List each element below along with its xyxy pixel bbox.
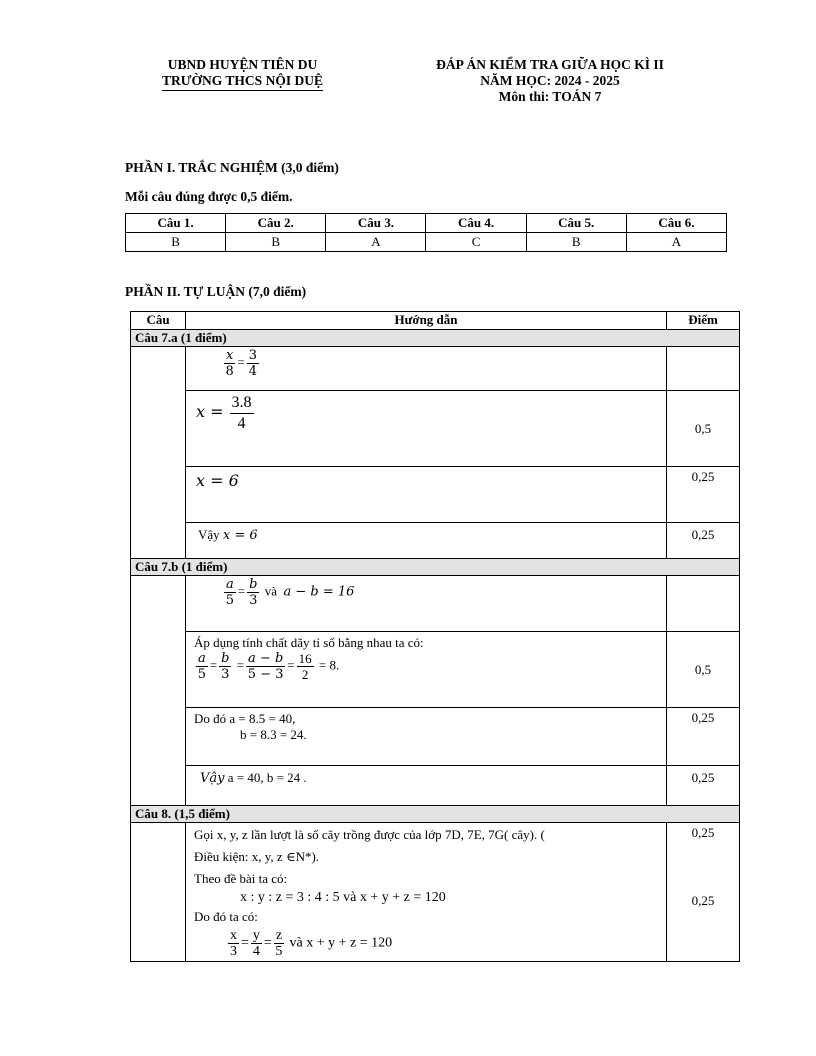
- question-header: Câu 5.: [526, 214, 626, 233]
- table-row: Gọi x, y, z lần lượt là số cây trồng được của lớp 7D, 7E, 7G( cây). ( Điều kiện: x, y, z ∈N*). Theo đề bài ta có: x : y : z = 3 : 4 : 5 và x + y + z = 120 Do đó ta có: $\frac{x}{3}$ = $\frac{y}{4}$ = $\frac{z}{5}$ và x + y + z = 120 0,25 0,25: [131, 823, 740, 962]
- part2-title: PHẦN II. TỰ LUẬN (7,0 điểm): [125, 284, 307, 299]
- header-left: [115, 57, 370, 91]
- exam-title: ĐÁP ÁN KIỂM TRA GIỮA HỌC KÌ II: [436, 57, 664, 72]
- col-cau: Câu: [131, 312, 186, 330]
- table-row: [131, 467, 740, 523]
- table-row: x = $\frac{3.8}{4}$ 0,5: [131, 391, 740, 467]
- group-title: Câu 8. (1,5 điểm): [131, 806, 740, 823]
- school-year: NĂM HỌC: 2024 - 2025: [480, 73, 620, 88]
- points: 0,25: [667, 467, 740, 523]
- group-row-7a: [131, 330, 740, 347]
- table-row: $\frac{x}{8}$ = $\frac{3}{4}$: [131, 347, 740, 391]
- subject: Môn thi: TOÁN 7: [498, 89, 602, 104]
- points: 0,5: [667, 391, 740, 467]
- step-text: Áp dụng tính chất dãy tỉ số bằng nhau ta có:: [194, 635, 424, 650]
- answer-cell: C: [426, 233, 526, 252]
- group-title: Câu 7.b (1 điểm): [131, 559, 740, 576]
- points: 0,25: [667, 766, 740, 806]
- answer-table-row: [126, 233, 727, 252]
- points: 0,5: [667, 632, 740, 708]
- group-row-8: [131, 806, 740, 823]
- table-row: Áp dụng tính chất dãy tỉ số bằng nhau ta có: $\frac{a}{5}$ = $\frac{b}{3}$ = $\frac{a - b}{5 - 3}$ = $\frac{16}{2}$ = 8. 0,5: [131, 632, 740, 708]
- answer-cell: B: [526, 233, 626, 252]
- school-name: TRƯỜNG THCS NỘI DUỆ: [162, 73, 323, 91]
- table-row: Do đó a = 8.5 = 40, b = 8.3 = 24. 0,25: [131, 708, 740, 766]
- part1-title: PHẦN I. TRẮC NGHIỆM (3,0 điểm): [125, 160, 339, 175]
- table-row: $\frac{a}{5}$ = $\frac{b}{3}$ và a − b = 16: [131, 576, 740, 632]
- points: 0,25: [667, 708, 740, 766]
- header-right: [385, 57, 715, 105]
- answer-table-header: [126, 214, 727, 233]
- question-header: Câu 6.: [626, 214, 726, 233]
- question-header: Câu 1.: [126, 214, 226, 233]
- points: 0,25: [691, 893, 715, 908]
- step-text: x = 6: [186, 467, 667, 523]
- points: 0,25: [667, 523, 740, 559]
- essay-table: [130, 311, 740, 962]
- points: 0,25: [691, 825, 715, 840]
- group-row-7b: [131, 559, 740, 576]
- group-title: Câu 7.a (1 điểm): [131, 330, 740, 347]
- essay-table-header: [131, 312, 740, 330]
- col-huongdan: Hướng dẫn: [186, 312, 667, 330]
- question-header: Câu 2.: [226, 214, 326, 233]
- district-name: UBND HUYỆN TIÊN DU: [167, 57, 318, 72]
- answer-cell: B: [126, 233, 226, 252]
- col-diem: Điểm: [667, 312, 740, 330]
- question-header: Câu 3.: [326, 214, 426, 233]
- answer-cell: B: [226, 233, 326, 252]
- table-row: Vậy x = 6 0,25: [131, 523, 740, 559]
- part1-note: Mỗi câu đúng được 0,5 điểm.: [125, 189, 293, 204]
- answer-cell: A: [626, 233, 726, 252]
- answer-cell: A: [326, 233, 426, 252]
- question-header: Câu 4.: [426, 214, 526, 233]
- table-row: Vậy a = 40, b = 24 . 0,25: [131, 766, 740, 806]
- answer-table: [125, 213, 727, 252]
